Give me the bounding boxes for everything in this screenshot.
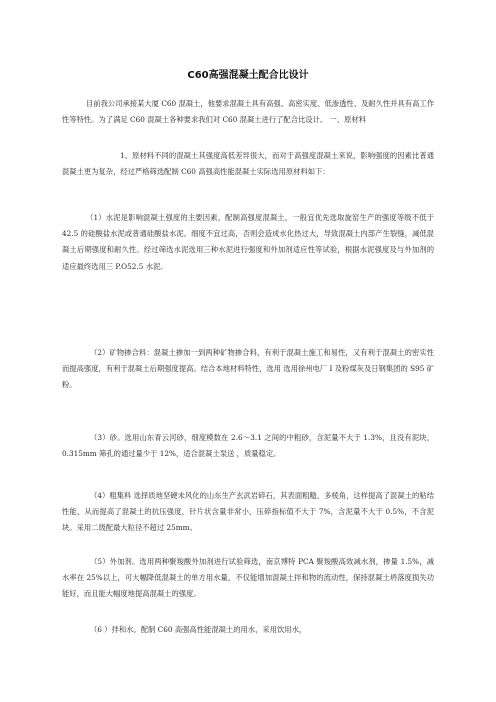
admixture-paragraph: （5）外加剂。选用两种聚羧酸外加剂进行试验筛选，南京博特 PCA 聚羧酸高效减水剂，掺量 1.5%，减水率在 25%以上，可大幅降低混凝土的单方用水量，不仅能增加混凝土拌和物的流动性，保持混凝土坍落度损失功能好，而且能大幅度地提高混凝土的强度。 xyxy=(62,557,434,599)
cement-paragraph: （1）水泥是影响混凝土强度的主要因素。配制高强度混凝土，一般宜优先选取旋窑生产的强度等级不低于 42.5 的硅酸盐水泥或普通硅酸盐水泥。细度不宜过高，否则会造成水化热过大，导致混凝土内部产生裂缝，减低混凝土后期强度和耐久性。经过筛选水泥选用三种水泥进行强度和外加剂适应性等试验，根据水泥强度及与外加剂的适应最终选用三 P.O52.5 水泥。 xyxy=(62,213,434,271)
coarse-aggregate-paragraph: （4）粗集料 选择质地坚硬未风化的山东生产玄武岩碎石，其表面粗糙、多棱角，这样提高了混凝土的粘结性能，从而提高了混凝土的抗压强度，针片状含量非常小，压碎指标值不大于 7%，含泥量不大于 0.5%，不含泥块。采用二级配最大粒径不超过 25mm。 xyxy=(62,491,434,533)
sand-paragraph: （3）砂。选用山东青云河砂，细度模数在 2.6～3.1 之间的中粗砂，含泥量不大于 1.3%，且没有泥块，0.315mm 筛孔的通过量少于 12%，适合混凝土泵送 ，质量稳定。 xyxy=(62,433,434,459)
document-title: C60高强混凝土配合比设计 xyxy=(187,70,309,81)
mineral-admixture-paragraph: （2）矿物掺合料：混凝土掺加一到两种矿物掺合料，有利于混凝土施工和易性，又有利于混凝土的密实性而提高强度，有利于混凝土后期强度提高。结合本地材料特性，选用 选用徐州电厂 I 及粉煤灰及日钢集团的 S95 矿粉。 xyxy=(62,348,434,390)
raw-materials-paragraph: 1、原材料不同的混凝土其强度高低差异很大，而对于高强度混凝土来说，影响强度的因素比普通混凝土更为复杂，经过严格筛选配制 C60 高强高性能混凝土实际选用原材料如下： xyxy=(62,151,434,177)
intro-paragraph: 目前我公司承接某大厦 C60 混凝土，他要求混凝土具有高强、高密实度、低渗透性、及耐久性并具有高工作性等特性。为了满足 C60 混凝土各种要求我们对 C60 混凝土进行了配合比设计。 一、原材料 xyxy=(62,99,434,125)
mixing-water-paragraph: （6 ）拌和水。配制 C60 高强高性能混凝土的用水，采用饮用水， xyxy=(90,625,307,634)
